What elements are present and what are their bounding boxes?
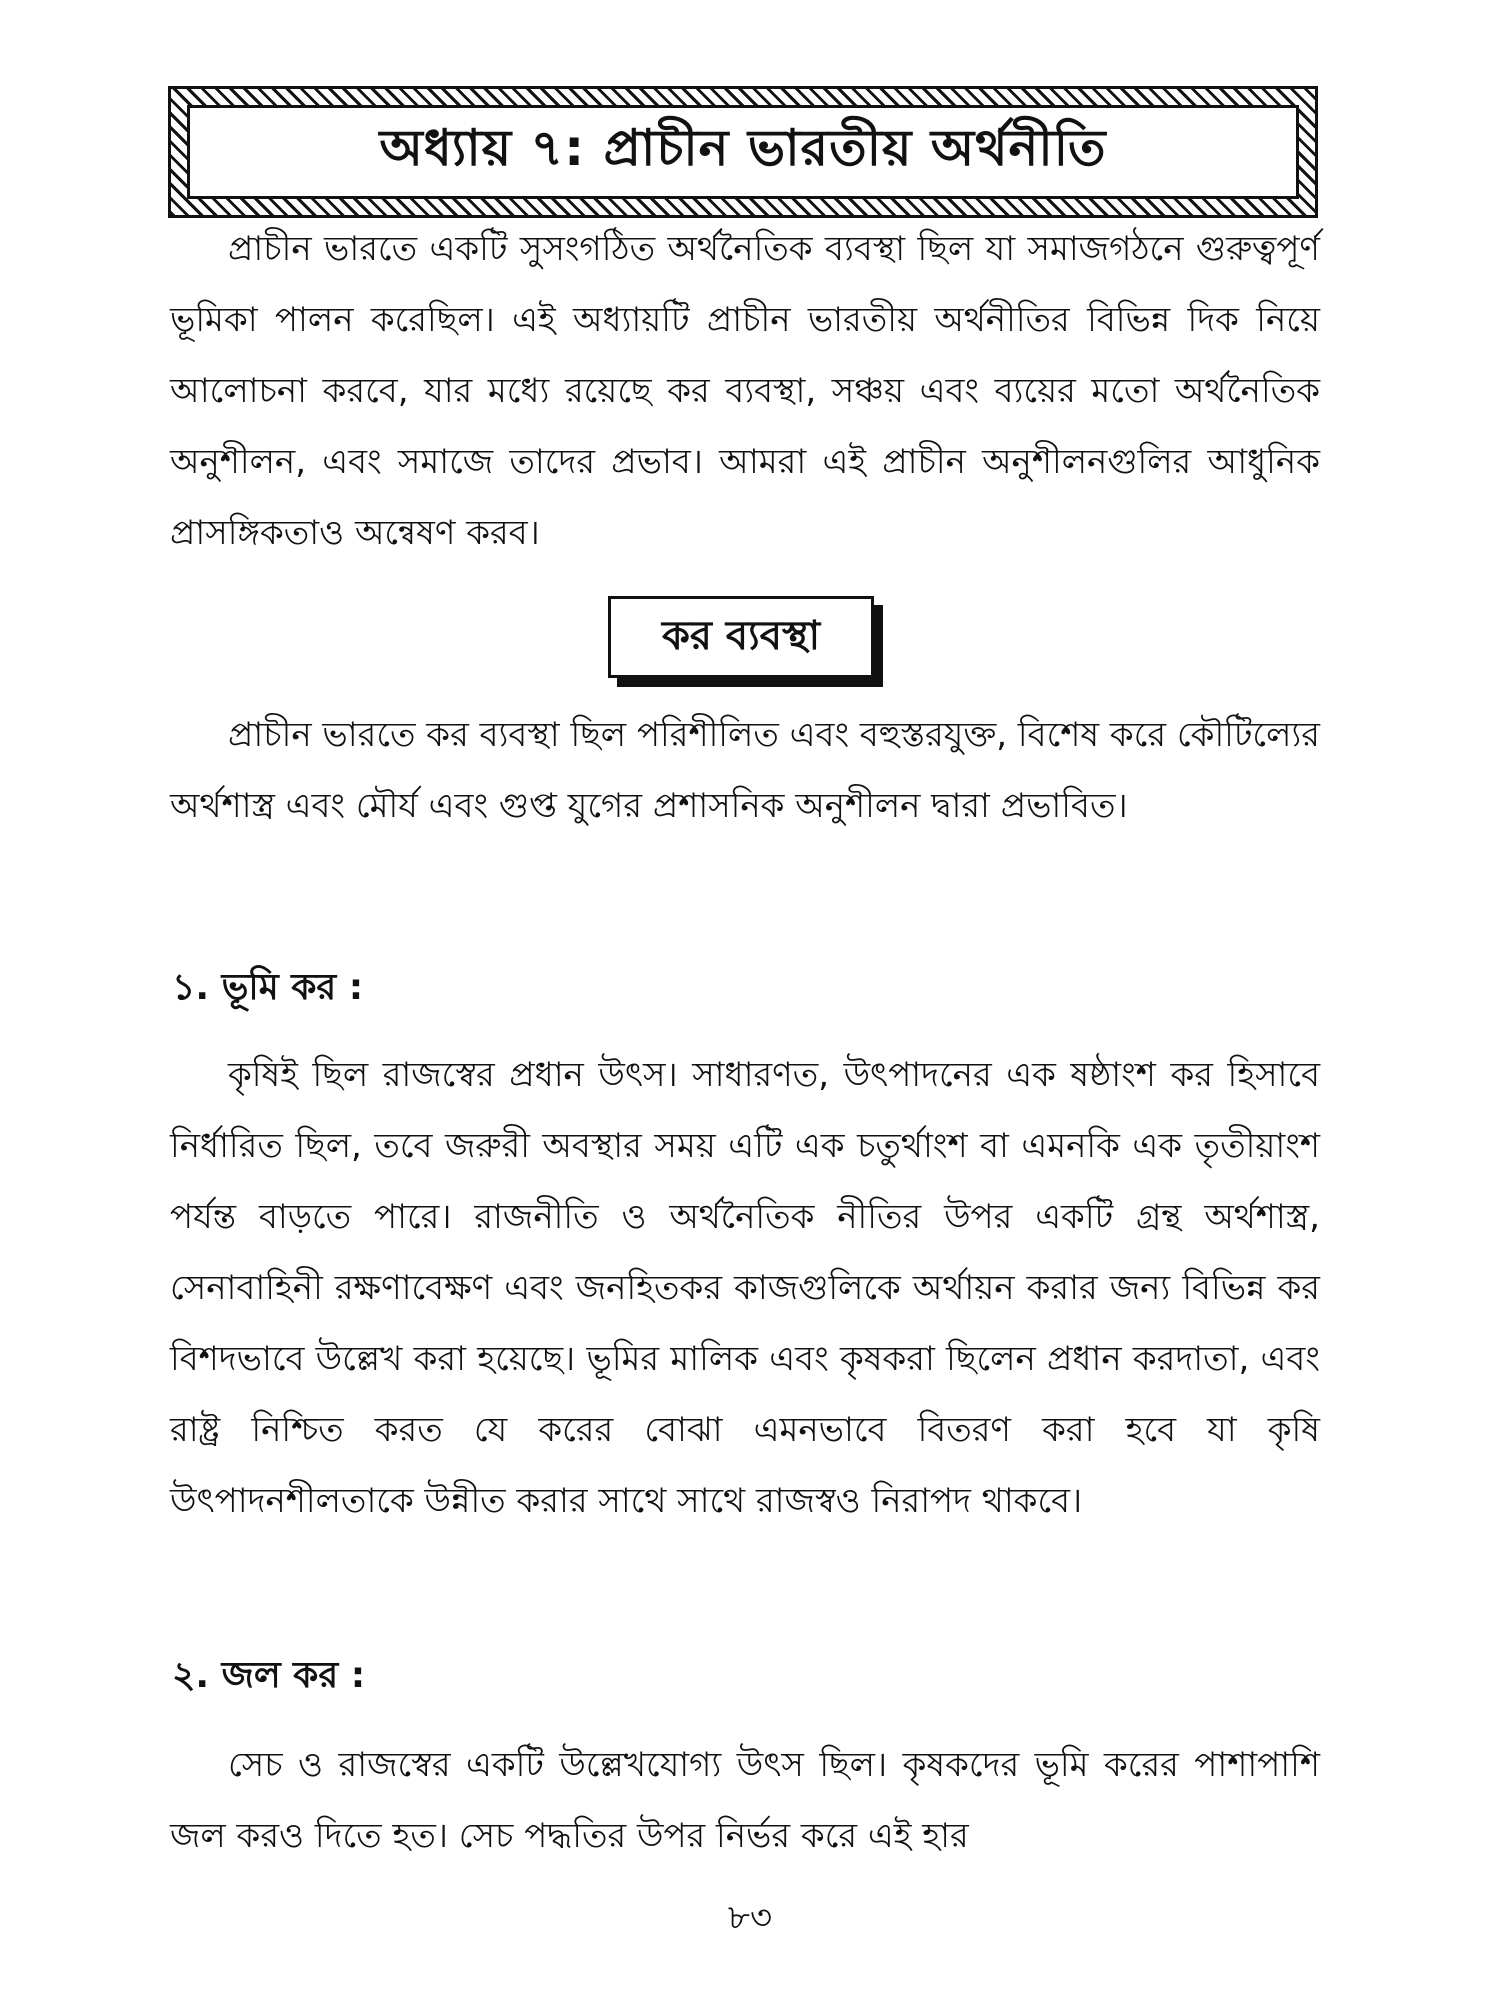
chapter-title-frame	[168, 86, 1318, 218]
intro-paragraph: প্রাচীন ভারতে একটি সুসংগঠিত অর্থনৈতিক ব্যবস্থা ছিল যা সমাজগঠনে গুরুত্বপূর্ণ ভূমিকা পালন করেছিল। এই অধ্যায়টি প্রাচীন ভারতীয় অর্থনীতির বিভিন্ন দিক নিয়ে আলোচনা করবে, যার মধ্যে রয়েছে কর ব্যবস্থা, সঞ্চয় এবং ব্যয়ের মতো অর্থনৈতিক অনুশীলন, এবং সমাজে তাদের প্রভাব। আমরা এই প্রাচীন অনুশীলনগুলির আধুনিক প্রাসঙ্গিকতাও অন্বেষণ করব।	[170, 229, 1320, 553]
section-title-box	[608, 596, 874, 678]
subsection-paragraph-water-tax: সেচ ও রাজস্বের একটি উল্লেখযোগ্য উৎস ছিল। কৃষকদের ভূমি করের পাশাপাশি জল করও দিতে হত। সেচ পদ্ধতির উপর নির্ভর করে এই হার	[170, 1745, 1320, 1856]
page-number: ৮৩	[727, 1898, 773, 1938]
section-title: কর ব্যবস্থা	[661, 612, 821, 659]
subsection-heading-land-tax: ১. ভূমি কর :	[172, 967, 364, 1008]
chapter-title: অধ্যায় ৭: প্রাচীন ভারতীয় অর্থনীতি	[379, 118, 1107, 177]
section-intro-paragraph: প্রাচীন ভারতে কর ব্যবস্থা ছিল পরিশীলিত এবং বহুস্তরযুক্ত, বিশেষ করে কৌটিল্যের অর্থশাস্ত্র এবং মৌর্য এবং গুপ্ত যুগের প্রশাসনিক অনুশীলন দ্বারা প্রভাবিত।	[170, 715, 1320, 826]
subsection-heading-water-tax: ২. জল কর :	[172, 1655, 366, 1696]
chapter-title-inner	[187, 105, 1299, 199]
subsection-paragraph-land-tax: কৃষিই ছিল রাজস্বের প্রধান উৎস। সাধারণত, উৎপাদনের এক ষষ্ঠাংশ কর হিসাবে নির্ধারিত ছিল, তবে জরুরী অবস্থার সময় এটি এক চতুর্থাংশ বা এমনকি এক তৃতীয়াংশ পর্যন্ত বাড়তে পারে। রাজনীতি ও অর্থনৈতিক নীতির উপর একটি গ্রন্থ অর্থশাস্ত্র, সেনাবাহিনী রক্ষণাবেক্ষণ এবং জনহিতকর কাজগুলিকে অর্থায়ন করার জন্য বিভিন্ন কর বিশদভাবে উল্লেখ করা হয়েছে। ভূমির মালিক এবং কৃষকরা ছিলেন প্রধান করদাতা, এবং রাষ্ট্র নিশ্চিত করত যে করের বোঝা এমনভাবে বিতরণ করা হবে যা কৃষি উৎপাদনশীলতাকে উন্নীত করার সাথে সাথে রাজস্বও নিরাপদ থাকবে।	[170, 1055, 1320, 1521]
